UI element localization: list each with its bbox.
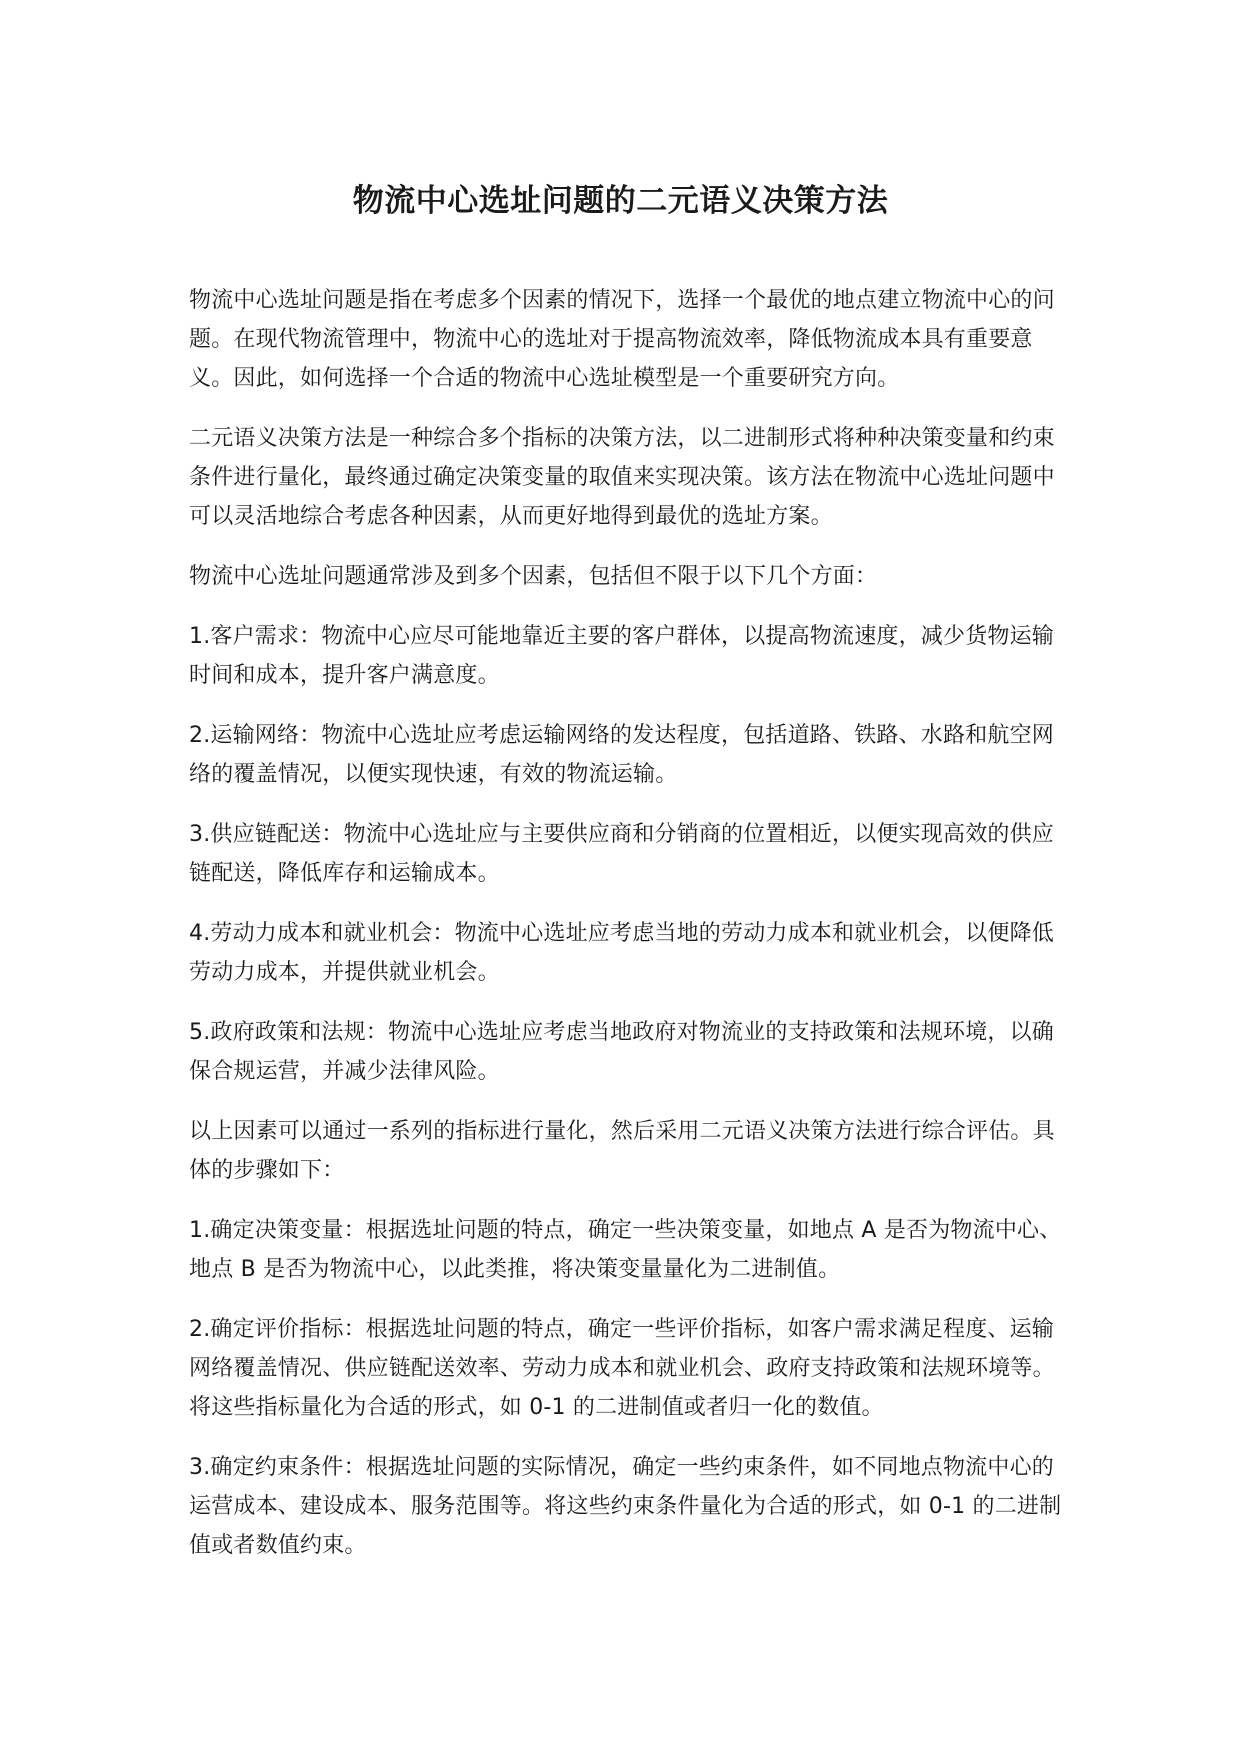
document-title: 物流中心选址问题的二元语义决策方法: [352, 183, 889, 219]
paragraph-method: 二元语义决策方法是一种综合多个指标的决策方法，以二进制形式将种种决策变量和约束条件进行量化，最终通过确定决策变量的取值来实现决策。该方法在物流中心选址问题中可以灵活地综合考虑各种因素，从而更好地得到最优的选址方案。: [189, 426, 1055, 529]
paragraph-factor-2: 2.运输网络：物流中心选址应考虑运输网络的发达程度，包括道路、铁路、水路和航空网络的覆盖情况，以便实现快速，有效的物流运输。: [189, 723, 1054, 787]
paragraph-step-2: 2.确定评价指标：根据选址问题的特点，确定一些评价指标，如客户需求满足程度、运输网络覆盖情况、供应链配送效率、劳动力成本和就业机会、政府支持政策和法规环境等。将这些指标量化为合适的形式，如 0-1 的二进制值或者归一化的数值。: [189, 1317, 1055, 1420]
paragraph-factors-intro: 物流中心选址问题通常涉及到多个因素，包括但不限于以下几个方面：: [189, 564, 878, 589]
paragraph-intro: 物流中心选址问题是指在考虑多个因素的情况下，选择一个最优的地点建立物流中心的问题。在现代物流管理中，物流中心的选址对于提高物流效率，降低物流成本具有重要意义。因此，如何选择一个合适的物流中心选址模型是一个重要研究方向。: [189, 288, 1055, 391]
paragraph-factor-4: 4.劳动力成本和就业机会：物流中心选址应考虑当地的劳动力成本和就业机会，以便降低劳动力成本，并提供就业机会。: [189, 921, 1054, 985]
paragraph-step-1: 1.确定决策变量：根据选址问题的特点，确定一些决策变量，如地点 A 是否为物流中心、地点 B 是否为物流中心，以此类推，将决策变量量化为二进制值。: [189, 1218, 1062, 1282]
paragraph-step-3: 3.确定约束条件：根据选址问题的实际情况，确定一些约束条件，如不同地点物流中心的运营成本、建设成本、服务范围等。将这些约束条件量化为合适的形式，如 0-1 的二进制值或者数值约束。: [189, 1455, 1062, 1558]
paragraph-factor-1: 1.客户需求：物流中心应尽可能地靠近主要的客户群体，以提高物流速度，减少货物运输时间和成本，提升客户满意度。: [189, 624, 1054, 688]
paragraph-factor-3: 3.供应链配送：物流中心选址应与主要供应商和分销商的位置相近，以便实现高效的供应链配送，降低库存和运输成本。: [189, 822, 1054, 886]
document-body: [189, 281, 1074, 1586]
paragraph-factor-5: 5.政府政策和法规：物流中心选址应考虑当地政府对物流业的支持政策和法规环境，以确保合规运营，并减少法律风险。: [189, 1020, 1054, 1084]
paragraph-steps-intro: 以上因素可以通过一系列的指标进行量化，然后采用二元语义决策方法进行综合评估。具体的步骤如下：: [189, 1119, 1055, 1183]
